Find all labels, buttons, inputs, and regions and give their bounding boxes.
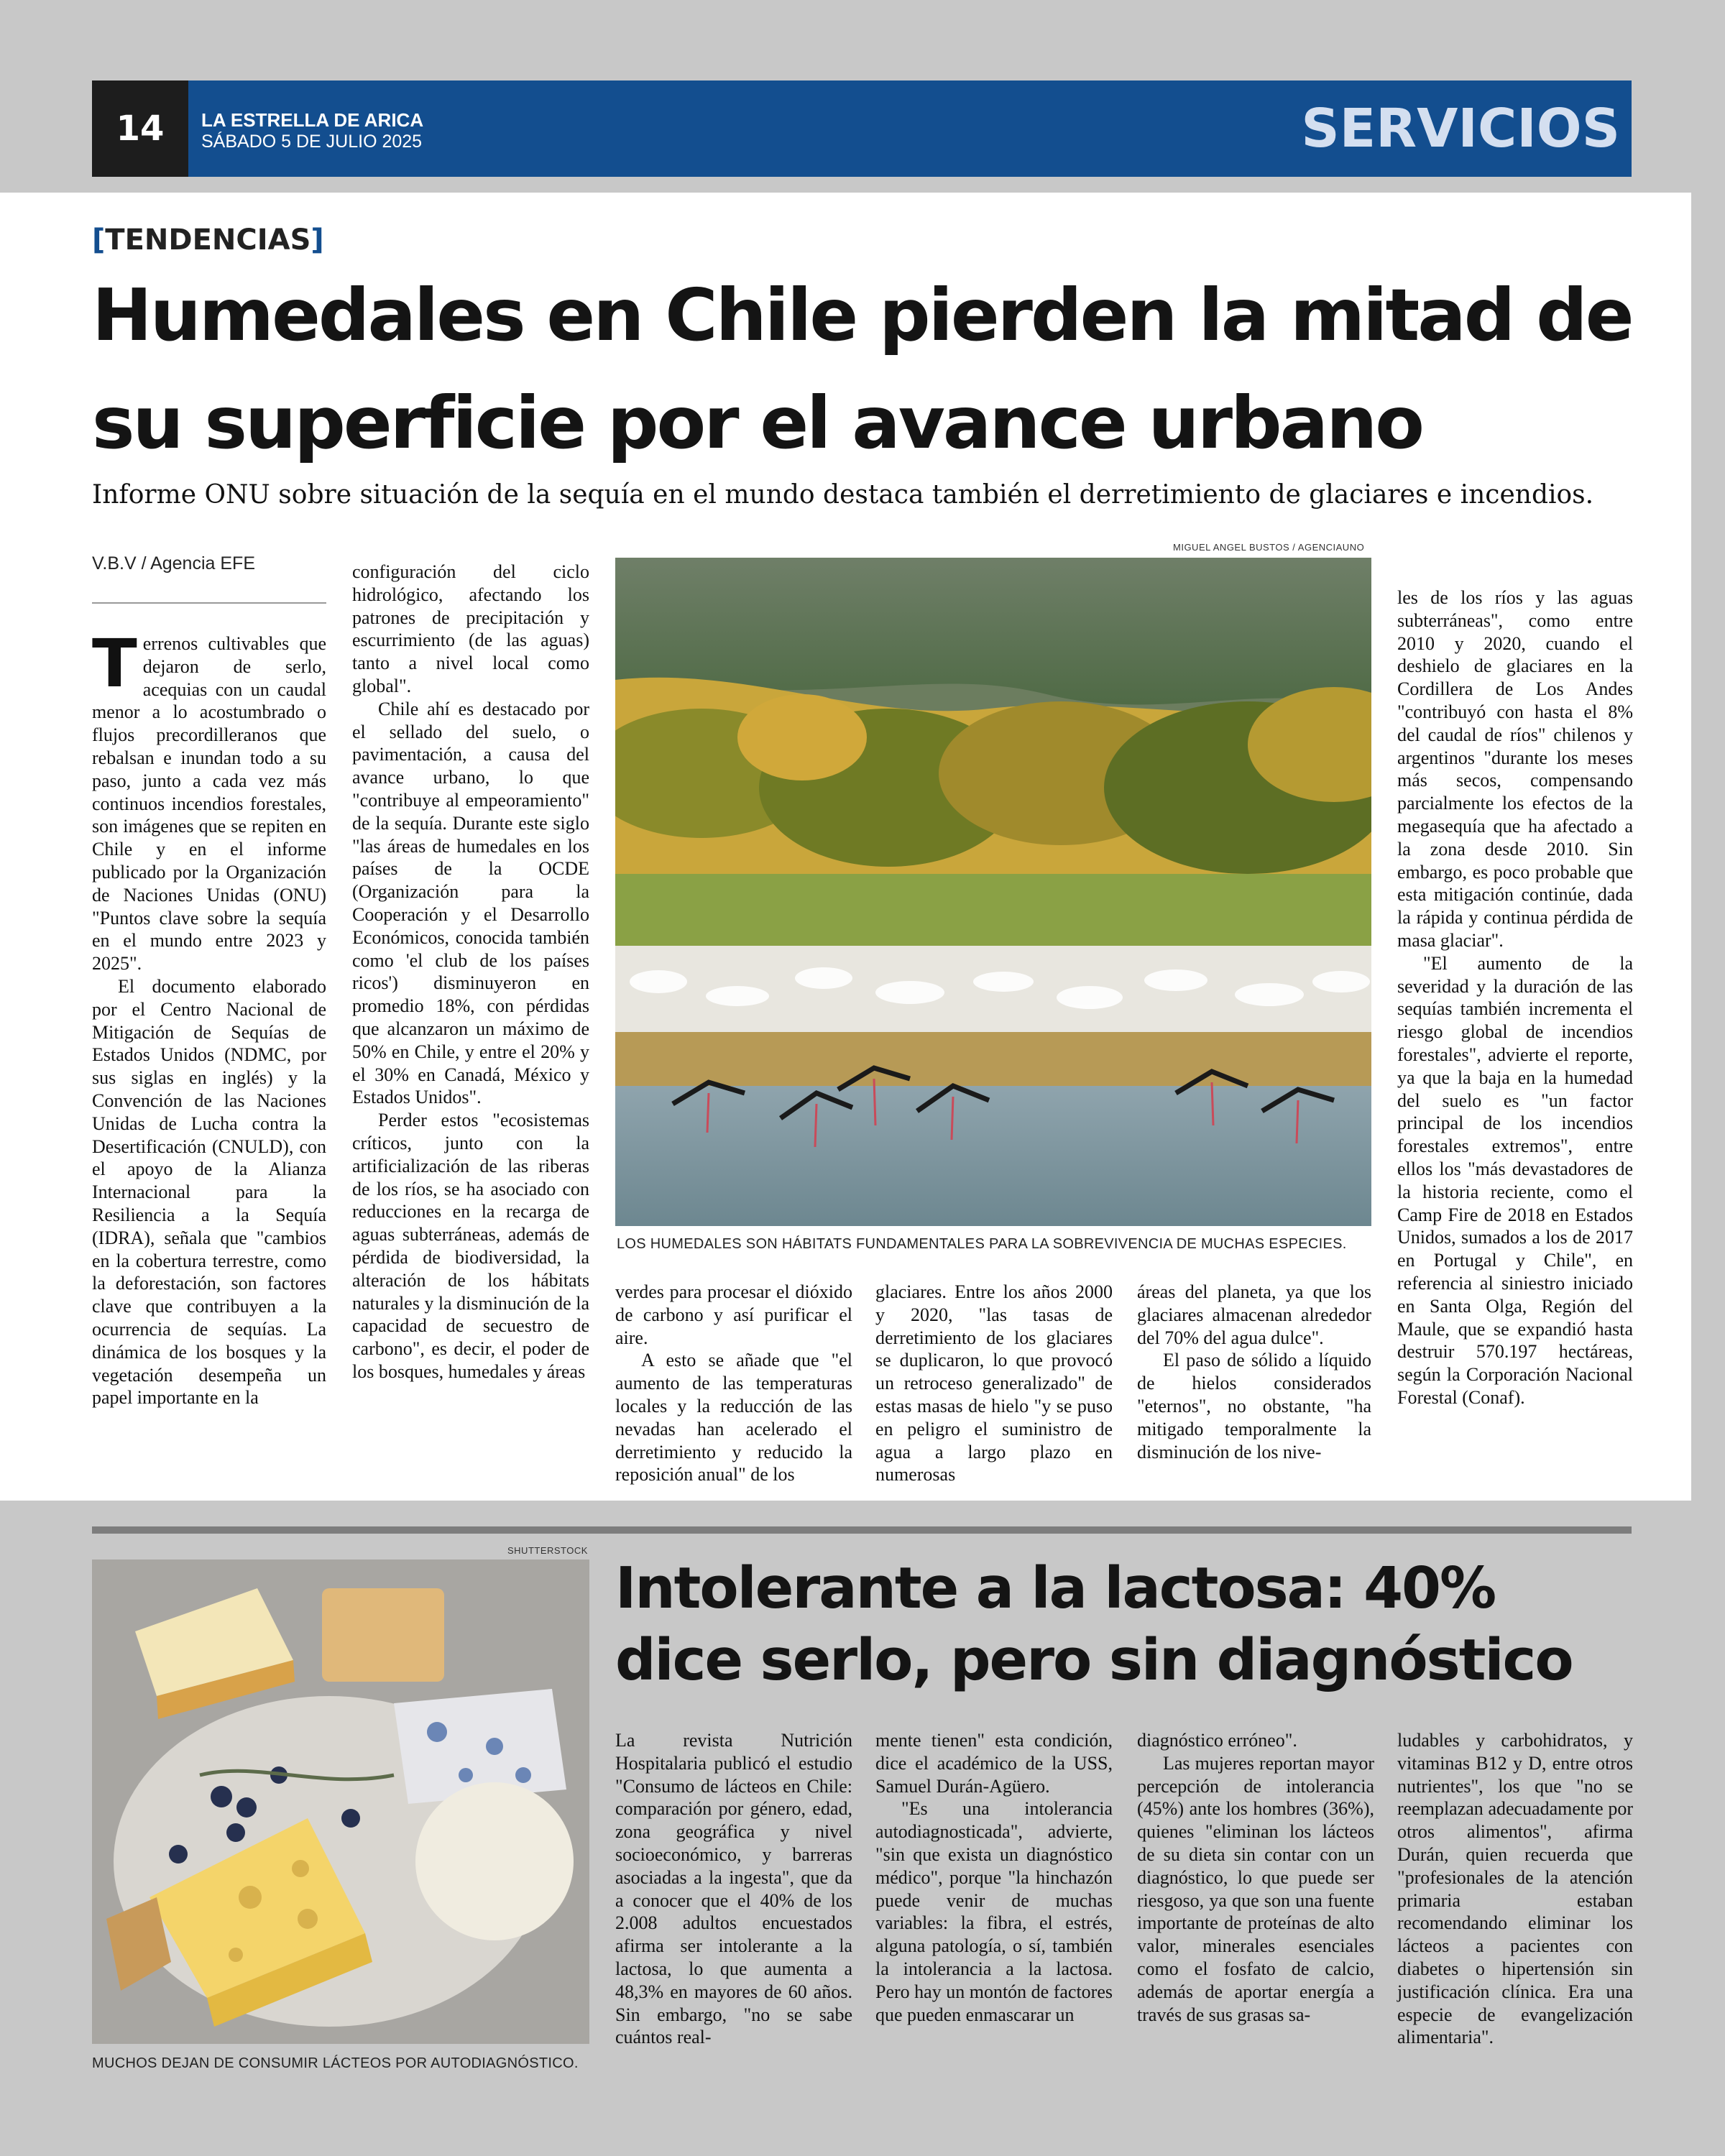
paragraph: ludables y carbohidratos, y vitaminas B12 y D, entre otros nutrientes", los que "no se reemplazan adecuadamente por otros alimentos", afirma Durán, quien recuerda que "profesionales de la atención primaria estaban recomendando eliminar los lácteos a pacientes con diabetes o hipertensión sin justificación clínica. Era una especie de evangelización alimentaria".	[1397, 1730, 1633, 2048]
byline: V.B.V / Agencia EFE	[92, 553, 255, 573]
byline-rule	[92, 602, 326, 604]
paragraph: errenos cultivables que dejaron de serlo, acequias con un caudal menor a lo acostumbrado o flujos precordilleranos que rebalsan e inundan todo a su paso, junto a cada vez más continuos incendios forestales, son imágenes que se repiten en Chile y en el informe publicado por la Organización de Naciones Unidas (ONU) "Puntos clave sobre la sequía en el mundo entre 2023 y 2025".	[92, 633, 326, 975]
publication-date: SÁBADO 5 DE JULIO 2025	[201, 132, 423, 152]
paragraph: áreas del planeta, ya que los glaciares almacenan alrededor del 70% del agua dulce".	[1137, 1281, 1371, 1348]
article-column-1	[92, 625, 326, 1409]
page-number: 14	[92, 80, 188, 177]
paragraph: El documento elaborado por el Centro Nacional de Mitigación de Sequías de Estados Unidos (NDMC, por sus siglas en inglés) y la Convención de las Naciones Unidas de Lucha contra la Desertificación (CNULD), con el apoyo de la Alianza Internacional para la Resiliencia a la Sequía (IDRA), señala que "cambios en la cobertura terrestre, como la deforestación, son factores clave que contribuyen a la ocurrencia de sequías. La dinámica de los bosques y la vegetación desempeña un papel importante en la	[92, 975, 326, 1409]
article-column-2	[352, 561, 589, 1383]
headline: Humedales en Chile pierden la mitad de su superficie por el avance urbano	[92, 273, 1632, 465]
article-column-3	[615, 1281, 852, 1486]
paragraph: "Es una intolerancia autodiagnosticada", advierte, "sin que exista un diagnóstico médico", porque "la hinchazón puede venir de muchas variables: la fibra, el estrés, alguna patología, o sí, también la intolerancia a la lactosa. Pero hay un montón de factores que pueden enmascarar un	[875, 1798, 1113, 2025]
photo-caption: MUCHOS DEJAN DE CONSUMIR LÁCTEOS POR AUTODIAGNÓSTICO.	[92, 2055, 579, 2071]
paragraph: verdes para procesar el dióxido de carbono y así purificar el aire.	[615, 1281, 852, 1348]
kicker-label: TENDENCIAS	[105, 224, 311, 257]
paragraph: diagnóstico erróneo".	[1137, 1730, 1297, 1751]
paragraph: El paso de sólido a líquido de hielos considerados "eternos", no obstante, "ha mitigado temporalmente la disminución de los nive-	[1137, 1350, 1371, 1462]
drop-cap: T	[92, 625, 137, 702]
paragraph: les de los ríos y las aguas subterráneas", como entre 2010 y 2020, cuando el deshielo de glaciares en la Cordillera de Los Andes "contribuyó con hasta el 8% del caudal de ríos" chilenos y argentinos "durante los meses más secos, compensando parcialmente los efectos de la megasequía que ha afectado a la zona desde 2010. Sin embargo, es poco probable que esta mitigación continúe, dada la rápida y continua pérdida de masa glaciar".	[1397, 587, 1633, 951]
paragraph: glaciares. Entre los años 2000 y 2020, "las tasas de derretimiento de los glaciares se duplicaron, lo que provocó un retroceso generalizado" de estas masas de hielo "y se puso en peligro el suministro de agua a largo plazo en numerosas	[875, 1281, 1113, 1485]
dek: Informe ONU sobre situación de la sequía en el mundo destaca también el derretimiento de glaciares e incendios.	[92, 480, 1594, 510]
article-column-5	[1137, 1281, 1371, 1463]
article-column-4	[1397, 1729, 1633, 2049]
cheese-board-photo	[92, 1560, 589, 2044]
kicker: [TENDENCIAS]	[92, 224, 324, 257]
paragraph: configuración del ciclo hidrológico, afectando los patrones de precipitación y escurrimiento (de las aguas) tanto a nivel local como global".	[352, 561, 589, 696]
photo-caption: LOS HUMEDALES SON HÁBITATS FUNDAMENTALES PARA LA SOBREVIVENCIA DE MUCHAS ESPECIES.	[617, 1236, 1347, 1252]
section-title: SERVICIOS	[1301, 98, 1620, 160]
paragraph: Las mujeres reportan mayor percepción de intolerancia (45%) ante los hombres (36%), quienes "eliminan los lácteos de su dieta sin contar con un diagnóstico, lo que puede ser riesgoso, ya que son una fuente importante de proteínas de alto valor, minerales esenciales como el fosfato de calcio, además de aportar energía a través de sus grasas sa-	[1137, 1752, 1374, 2025]
article-column-1	[615, 1729, 852, 2049]
photo-credit: MIGUEL ANGEL BUSTOS / AGENCIAUNO	[1173, 542, 1365, 553]
paragraph: A esto se añade que "el aumento de las temperaturas locales y la reducción de las nevadas han acelerado el derretimiento y reducido la reposición anual" de los	[615, 1350, 852, 1485]
wetland-birds-photo	[615, 558, 1371, 1226]
paragraph: Chile ahí es destacado por el sellado del suelo, o pavimentación, a causa del avance urbano, lo que "contribuye al empeoramiento" de la sequía. Durante este siglo "las áreas de humedales en los países de la OCDE (Organización para la Cooperación y el Desarrollo Económicos, conocida también como 'el club de los países ricos') disminuyeron en promedio 18%, con pérdidas que alcanzaron un máximo de 50% en Chile, y entre el 20% y el 30% en Canadá, México y Estados Unidos".	[352, 698, 589, 1108]
paragraph: Perder estos "ecosistemas críticos, junto con la artificialización de las riberas de los ríos, se ha asociado con reducciones en la recarga de aguas subterráneas, además de pérdida de biodiversidad, la alteración de los hábitats naturales y la disminución de la capacidad de secuestro de carbono", es decir, el poder de los bosques, humedales y áreas	[352, 1110, 589, 1382]
article-column-2	[875, 1729, 1113, 2026]
article-column-3	[1137, 1729, 1374, 2026]
paragraph: "El aumento de la severidad y la duración de las sequías también incrementa el riesgo global de incendios forestales", advierte el reporte, ya que la baja en la humedad del suelo es "un factor principal de los incendios forestales extremos", entre ellos los "más devastadores de la historia reciente, como el Camp Fire de 2018 en Estados Unidos, sumados a los de 2017 en Portugal y Chile", en referencia al siniestro iniciado en Santa Olga, Región del Maule, que se expandió hasta destruir 570.197 hectáreas, según la Corporación Nacional Forestal (Conaf).	[1397, 952, 1633, 1408]
article-column-6	[1397, 586, 1633, 1409]
article-column-4	[875, 1281, 1113, 1486]
paragraph: mente tienen" esta condición, dice el académico de la USS, Samuel Durán-Agüero.	[875, 1730, 1113, 1797]
section-divider	[92, 1526, 1632, 1534]
page-header	[92, 80, 1632, 177]
newspaper-name: LA ESTRELLA DE ARICA	[201, 109, 424, 131]
photo-credit: SHUTTERSTOCK	[507, 1545, 588, 1556]
article-wetlands	[0, 193, 1691, 1501]
paragraph: La revista Nutrición Hospitalaria publicó el estudio "Consumo de lácteos en Chile: comparación por género, edad, zona geográfica y nivel socioeconómico, y barreras asociadas a la ingesta", que da a conocer que el 40% de los 2.008 adultos encuestados afirma ser intolerante a la lactosa, lo que aumenta a 48,3% en mayores de 60 años. Sin embargo, "no se sabe cuántos real-	[615, 1730, 852, 2048]
headline: Intolerante a la lactosa: 40% dice serlo, pero sin diagnóstico	[615, 1555, 1573, 1693]
